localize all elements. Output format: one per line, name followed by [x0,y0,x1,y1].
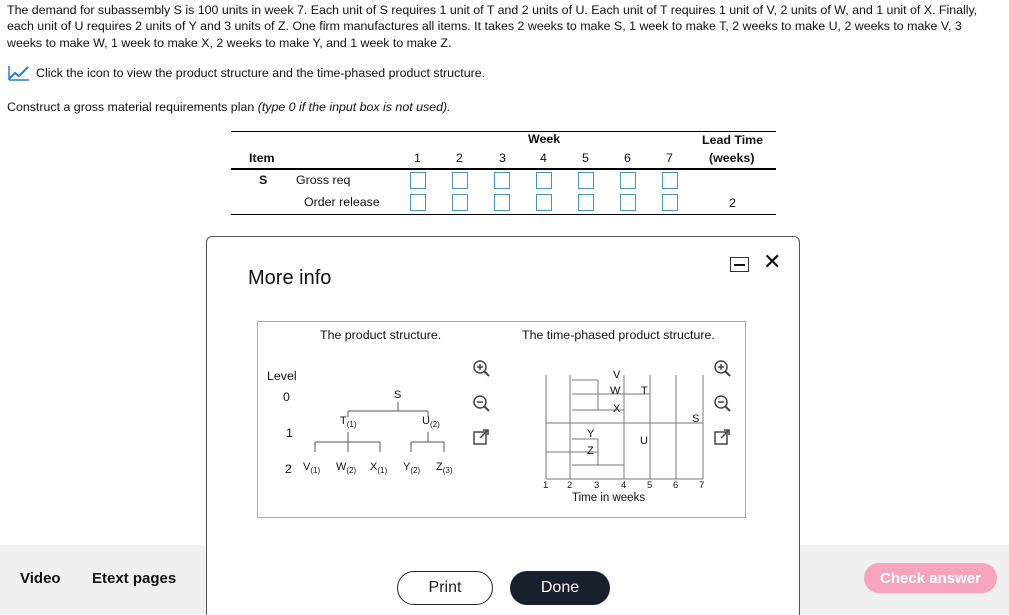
week-col-6: 6 [624,151,631,165]
phased-w: W [610,385,621,397]
lead-time-header: Lead Time [702,133,764,147]
tick-3: 3 [594,480,600,491]
order-release-week-7-input[interactable] [662,194,678,211]
gross-req-week-7-input[interactable] [662,172,678,189]
phased-v: V [613,369,621,381]
item-header: Item [249,151,275,165]
zoom-out-icon[interactable] [712,393,732,413]
phased-u: U [640,435,648,447]
order-release-week-5-input[interactable] [578,194,594,211]
gross-req-week-3-input[interactable] [494,172,510,189]
order-release-week-4-input[interactable] [536,194,552,211]
dialog-title: More info [248,267,332,289]
done-button[interactable]: Done [510,571,610,605]
week-col-3: 3 [499,151,506,165]
node-z: $Z_{(3)}$ [436,461,453,476]
order-release-week-6-input[interactable] [620,194,636,211]
order-release-week-2-input[interactable] [452,194,468,211]
time-phased-caption: The time-phased product structure. [522,328,715,342]
week-col-2: 2 [456,151,463,165]
node-v: $V_{(1)}$ [303,461,321,476]
week-col-7: 7 [666,151,673,165]
order-release-week-1-input[interactable] [410,194,426,211]
gross-req-label: Gross req [296,173,351,187]
tick-4: 4 [621,480,627,491]
level-label: Level [267,369,297,383]
problem-statement: The demand for subassembly S is 100 units in week 7. Each unit of S requires 1 unit of T and 2 units of U. Each unit of T requires 1 unit of V, 2 units of W, and 1 unit of X. Finally, each unit of U requires 2 units of Y and 3 units of Z. One firm manufactures all items. It takes 2 weeks to make S, 1 week to make T, 2 weeks to make U, 2 weeks to make V, 3 weeks to make W, 1 week to make X, 2 weeks to make Y, and 1 week to make Z. [7,3,978,50]
zoom-in-icon[interactable] [712,358,732,378]
construct-instruction [7,100,451,114]
check-answer-button[interactable]: Check answer [864,563,997,593]
structure-link-text: Click the icon to view the product structure and the time-phased product structure. [36,66,486,80]
week-header: Week [528,132,561,146]
minimize-icon[interactable] [730,257,749,272]
etext-pages-link[interactable]: Etext pages [92,570,177,587]
row-item-s: S [259,173,268,187]
lead-time-value: 2 [729,196,736,210]
gross-req-week-4-input[interactable] [536,172,552,189]
tick-5: 5 [647,480,653,491]
print-button[interactable]: Print [397,571,493,605]
node-w: $W_{(2)}$ [336,461,357,476]
tick-6: 6 [673,480,679,491]
expand-icon[interactable] [712,427,732,447]
phased-s: S [692,413,700,425]
node-u: $U_{(2)}$ [422,415,440,430]
construct-main: Construct a gross material requirements plan [7,100,255,114]
table-top-rule [231,131,776,132]
week-col-4: 4 [540,151,547,165]
node-y: $Y_{(2)}$ [403,461,421,476]
phased-z: Z [587,445,594,457]
tick-2: 2 [567,480,573,491]
level-0-label: 0 [283,390,290,404]
node-s: S [394,389,402,401]
level-1-label: 1 [286,426,293,440]
week-col-5: 5 [582,151,589,165]
gross-req-week-1-input[interactable] [410,172,426,189]
close-icon[interactable]: ✕ [763,249,782,274]
gross-req-week-6-input[interactable] [620,172,636,189]
chart-icon[interactable] [8,65,30,81]
header-rule [231,168,776,170]
expand-icon[interactable] [471,427,491,447]
level-2-label: 2 [285,462,292,476]
tick-7: 7 [699,480,705,491]
week-col-1: 1 [414,151,421,165]
zoom-in-icon[interactable] [471,358,491,378]
weeks-unit-header: (weeks) [709,151,755,165]
more-info-dialog [206,236,800,615]
node-x: $X_{(1)}$ [370,461,388,476]
timeline-label: Time in weeks [572,492,646,504]
mrp-table [231,131,776,215]
gross-req-week-2-input[interactable] [452,172,468,189]
video-link[interactable]: Video [20,570,61,587]
construct-hint: (type 0 if the input box is not used). [257,100,451,114]
order-release-label: Order release [304,195,380,209]
structure-link-row[interactable] [8,65,485,81]
zoom-out-icon[interactable] [471,393,491,413]
product-structure-caption: The product structure. [320,328,442,342]
gross-req-week-5-input[interactable] [578,172,594,189]
tick-1: 1 [543,480,549,491]
phased-t: T [641,385,648,397]
order-release-week-3-input[interactable] [494,194,510,211]
phased-x: X [613,403,621,415]
node-t: $T_{(1)}$ [340,415,357,430]
phased-y: Y [587,428,595,440]
figure-panel [257,321,746,518]
table-bottom-rule [231,214,776,215]
